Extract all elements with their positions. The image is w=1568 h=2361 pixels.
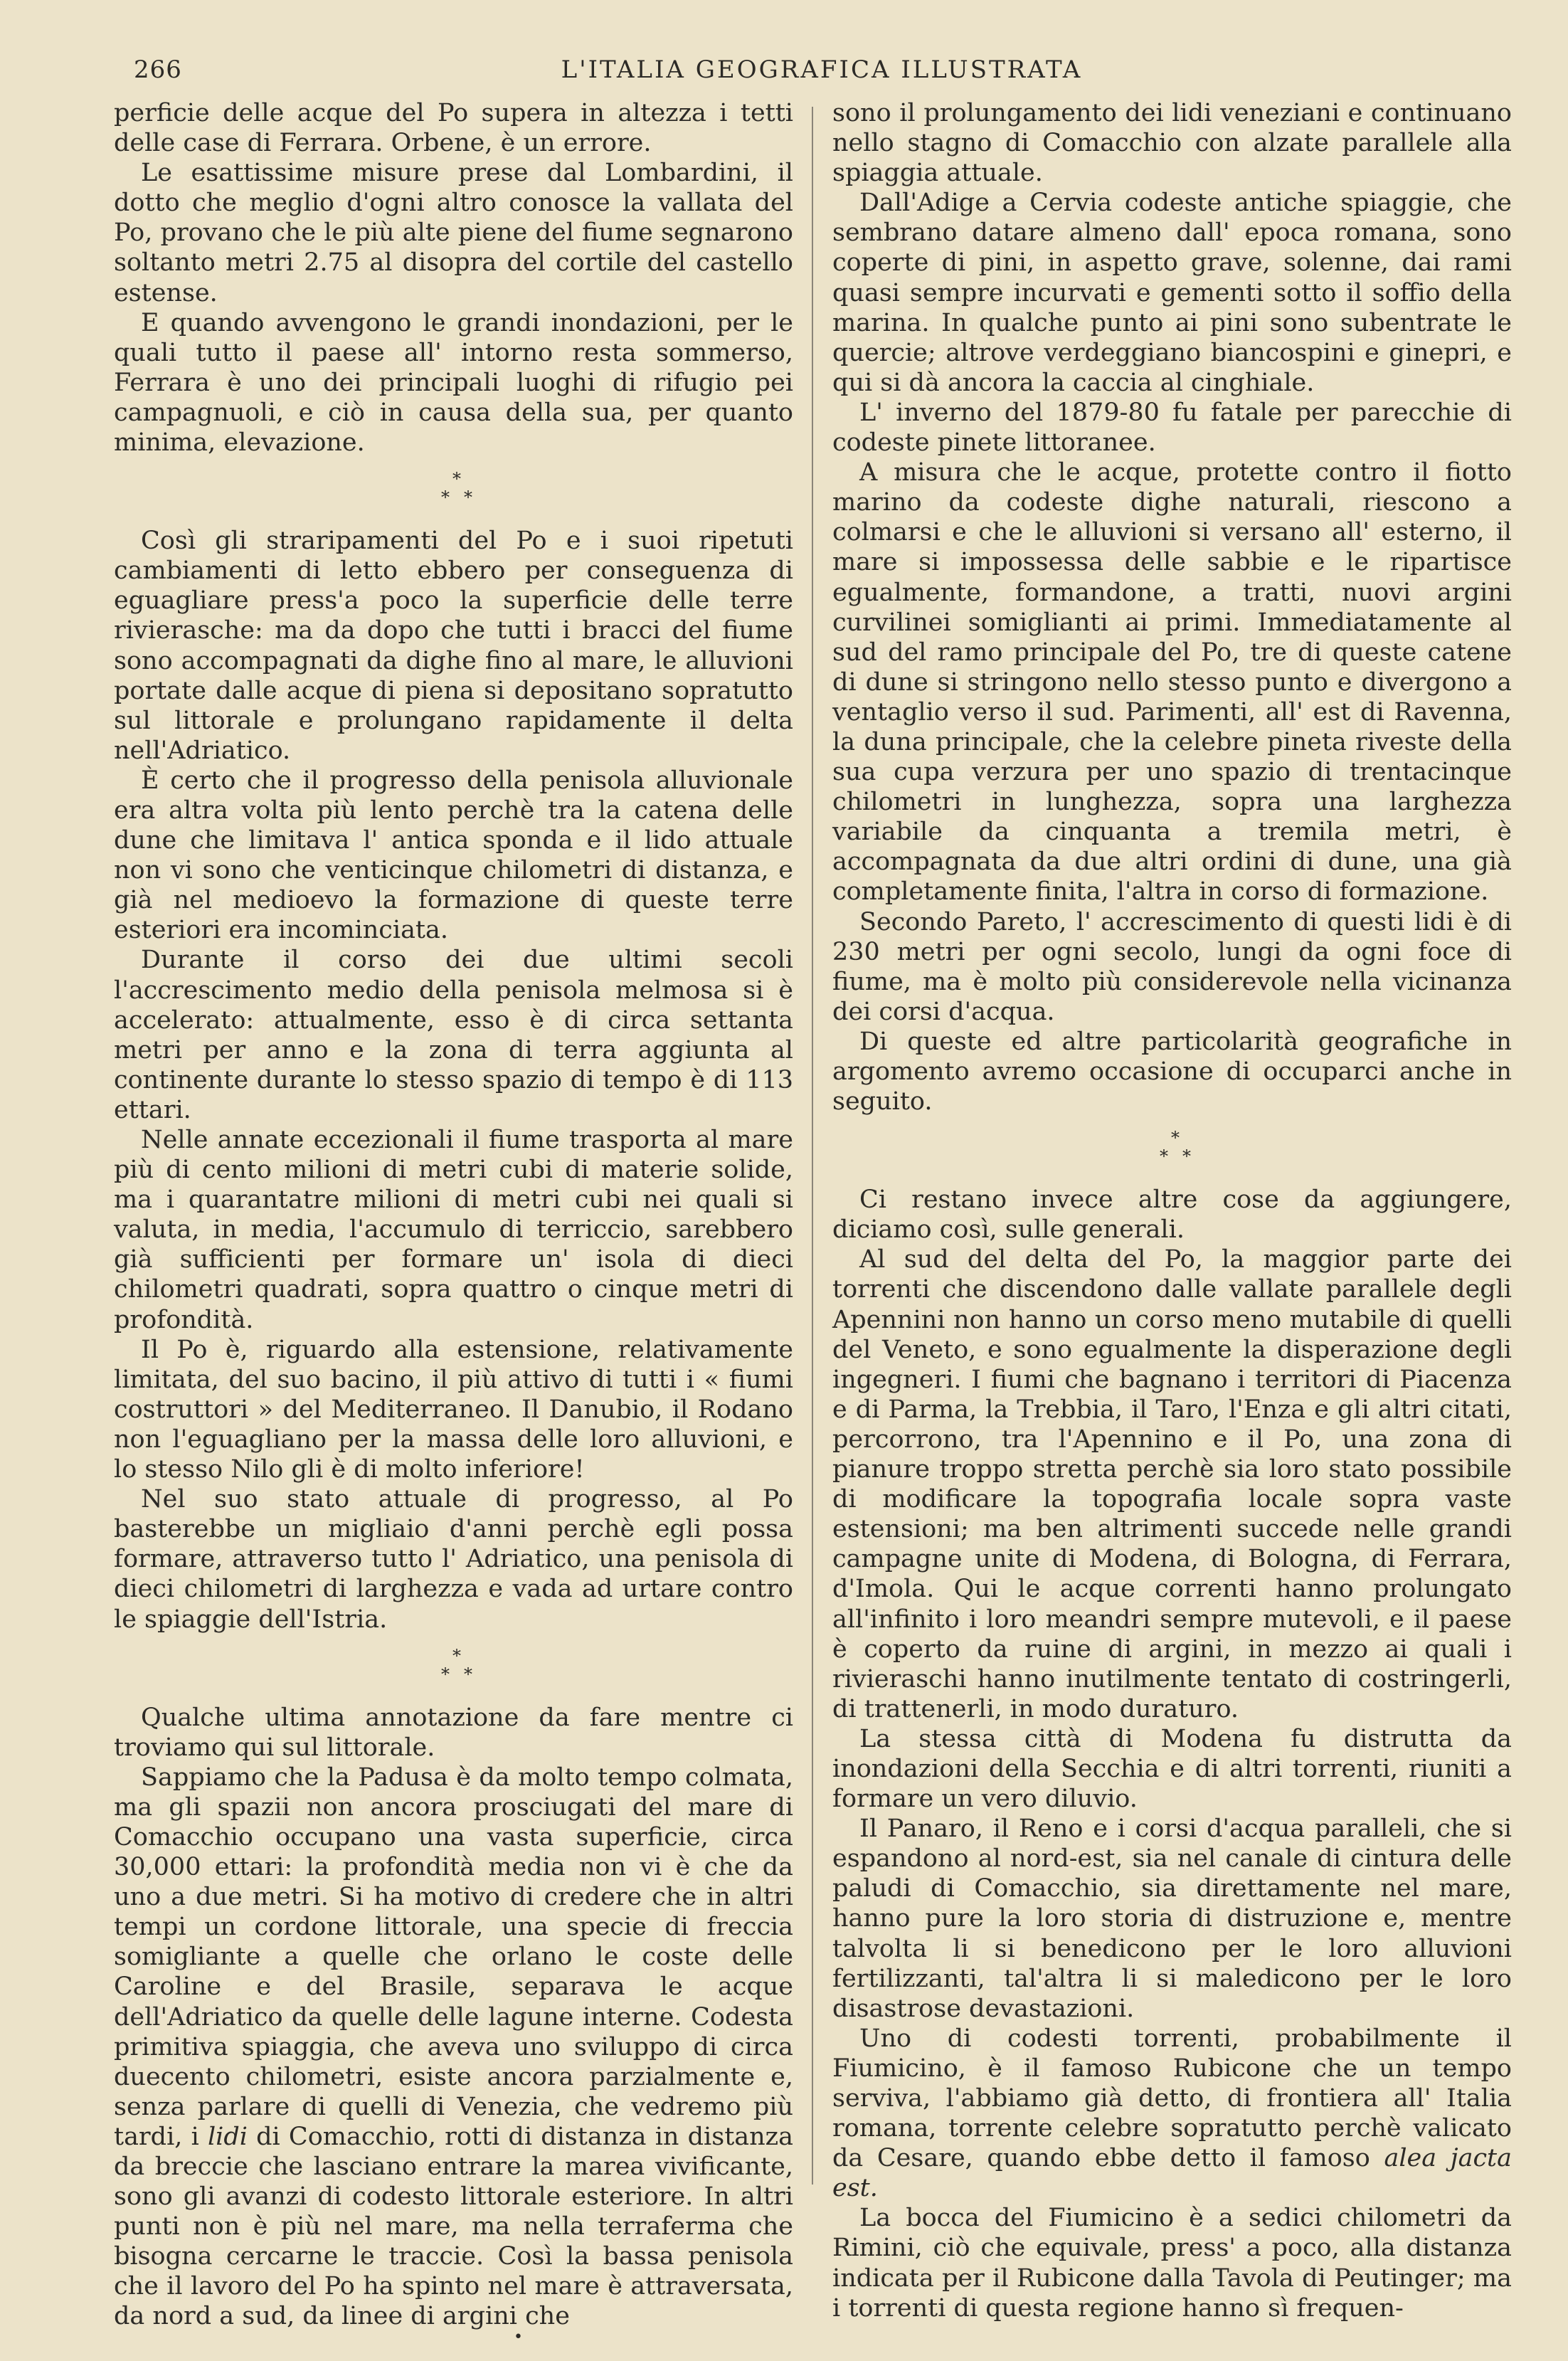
paragraph: Il Panaro, il Reno e i corsi d'acqua paralleli, che si espandono al nord-est, sia nel canale di cintura delle paludi di Comacchio, sia direttamente nel mare, hanno pure la loro storia di distruzione e, mentre talvolta li si benedicono per le loro alluvioni fertilizzanti, tal'altra li si maledicono per le loro disastrose devastazioni. (832, 1815, 1512, 2023)
asterisk-mark: * (441, 1664, 450, 1684)
page-number: 266 (134, 56, 182, 84)
paragraph: sono il prolungamento dei lidi veneziani e continuano nello stagno di Comacchio con alzate parallele alla spiaggia attuale. (832, 99, 1512, 188)
paragraph: Nelle annate eccezionali il fiume trasporta al mare più di cento milioni di metri cubi di materie solide, ma i quarantatre milioni di metri cubi nei quali si valuta, in media, l'accumulo di terriccio, sarebbero già sufficienti per formare un' isola di dieci chilometri quadrati, sopra quattro o cinque metri di profondità. (114, 1126, 793, 1334)
paragraph (114, 1763, 793, 2332)
asterisk-mark: * (452, 469, 461, 490)
paragraph: Dall'Adige a Cervia codeste antiche spiaggie, che sembrano datare almeno dall' epoca romana, sono coperte di pini, in aspetto grave, solenne, dai rami quasi sempre incurvati e gementi sotto il soffio della marina. In qualche punto ai pini sono subentrate le quercie; altrove verdeggiano biancospini e ginepri, e qui si dà ancora la caccia al cinghiale. (832, 189, 1512, 397)
section-asterism (832, 1116, 1512, 1185)
paragraph: Così gli straripamenti del Po e i suoi ripetuti cambiamenti di letto ebbero per conseguenza di eguagliare press'a poco la superficie delle terre rivierasche: ma da dopo che tutti i bracci del fiume sono accompagnati da dighe fino al mare, le alluvioni portate dalle acque di piena si depositano sopratutto sul littorale e prolungano rapidamente il delta nell'Adriatico. (114, 527, 793, 765)
paragraph: E quando avvengono le grandi inondazioni, per le quali tutto il paese all' intorno resta sommerso, Ferrara è uno dei principali luoghi di rifugio pei campagnuoli, e ciò in causa della sua, per quanto minima, elevazione. (114, 308, 793, 458)
paragraph (832, 2024, 1512, 2204)
paragraph: Le esattissime misure prese dal Lombardini, il dotto che meglio d'ogni altro conosce la vallata del Po, provano che le più alte piene del fiume segnarono soltanto metri 2.75 al disopra del cortile del castello estense. (114, 159, 793, 307)
asterisk-mark: * (452, 1645, 461, 1666)
section-asterism (114, 1634, 793, 1703)
section-asterism (114, 458, 793, 526)
italic-term: alea jacta est. (832, 2144, 1512, 2203)
paragraph: A misura che le acque, protette contro il fiotto marino da codeste dighe naturali, riescono a colmarsi e che le alluvioni si versano all' esterno, il mare si impossessa delle sabbie e le ripartisce egualmente, formandone, a tratti, nuovi argini curvilinei somiglianti ai primi. Immediatamente al sud del ramo principale del Po, tre di queste catene di dune si stringono nello stesso punto e divergono a ventaglio verso il sud. Parimenti, all' est di Ravenna, la duna principale, che la celebre pineta riveste della sua cupa verzura per uno spazio di trentacinque chilometri in lunghezza, sopra una larghezza variabile da cinquanta a tremila metri, è accompagnata da due altri ordini di dune, una già completamente finita, l'altra in corso di formazione. (832, 458, 1512, 907)
paragraph: Durante il corso dei due ultimi secoli l'accrescimento medio della penisola melmosa si è accelerato: attualmente, esso è di circa settanta metri per anno e la zona di terra aggiunta al continente durante lo stesso spazio di tempo è di 113 ettari. (114, 946, 793, 1124)
asterisk-mark: * (464, 1664, 472, 1684)
paragraph: Nel suo stato attuale di progresso, al Po basterebbe un migliaio d'anni perchè egli possa formare, attraverso tutto l' Adriatico, una penisola di dieci chilometri di larghezza e vada ad urtare contro le spiaggie dell'Istria. (114, 1485, 793, 1634)
asterisk-mark: * (441, 487, 450, 508)
paragraph: La stessa città di Modena fu distrutta da inondazioni della Secchia e di altri torrenti, riuniti a formare un vero diluvio. (832, 1724, 1512, 1814)
paragraph: L' inverno del 1879-80 fu fatale per parecchie di codeste pinete littoranee. (832, 398, 1512, 458)
left-column (114, 98, 793, 2332)
paragraph: perficie delle acque del Po supera in altezza i tetti delle case di Ferrara. Orbene, è un errore. (114, 99, 793, 158)
asterisk-mark: * (1171, 1128, 1180, 1148)
paragraph: Ci restano invece altre cose da aggiungere, diciamo così, sulle generali. (832, 1185, 1512, 1245)
paragraph: È certo che il progresso della penisola alluvionale era altra volta più lento perchè tra la catena delle dune che limitava l' antica sponda e il lido attuale non vi sono che venticinque chilometri di distanza, e già nel medioevo la formazione di queste terre esteriori era incominciata. (114, 766, 793, 945)
text-run: Sappiamo che la Padusa è da molto tempo colmata, ma gli spazii non ancora prosciugati del mare di Comacchio occupano una vasta superficie, circa 30,000 ettari: la profondità media non vi è che da uno a due metri. Si ha motivo di credere che in altri tempi un cordone littorale, una specie di freccia somigliante a quelle che orlano le coste delle Caroline e del Brasile, separava le acque dell'Adriatico da quelle delle lagune interne. Codesta primitiva spiaggia, che aveva uno sviluppo di circa duecento chilometri, esiste ancora parzialmente e, senza parlare di quelli di Venezia, che vedremo più tardi, i (114, 1763, 793, 2151)
page-header (114, 54, 1530, 91)
footer-mark: • (514, 2328, 523, 2346)
paragraph: Al sud del delta del Po, la maggior parte dei torrenti che discendono dalle vallate parallele degli Apennini non hanno un corso meno mutabile di quelli del Veneto, e sono egualmente la disperazione degli ingegneri. I fiumi che bagnano i territori di Piacenza e di Parma, la Trebbia, il Taro, l'Enza e gli altri citati, percorrono, tra l'Apennino e il Po, una zona di pianure troppo stretta perchè sia loro stato possibile di modificare la topografia locale sopra vaste estensioni; ma ben altrimenti succede nelle grandi campagne unite di Modena, di Bologna, di Ferrara, d'Imola. Qui le acque correnti hanno prolungato all'infinito i loro meandri sempre mutevoli, e il paese è coperto da ruine di argini, in mezzo ai quali i rivieraschi hanno inutilmente tentato di costringerli, di trattenerli, in modo duraturo. (832, 1245, 1512, 1723)
paragraph: Di queste ed altre particolarità geografiche in argomento avremo occasione di occuparci anche in seguito. (832, 1027, 1512, 1116)
paragraph: Qualche ultima annotazione da fare mentre ci troviamo qui sul littorale. (114, 1703, 793, 1762)
asterisk-mark: * (1160, 1146, 1168, 1167)
text-run: di Comacchio, rotti di distanza in distanza da breccie che lasciano entrare la marea vivificante, sono gli avanzi di codesto littorale esteriore. In altri punti non è più nel mare, ma nella terraferma che bisogna cercarne le traccie. Così la bassa penisola che il lavoro del Po ha spinto nel mare è attraversata, da nord a sud, da linee di argini che (114, 2122, 793, 2331)
paragraph: Il Po è, riguardo alla estensione, relativamente limitata, del suo bacino, il più attivo di tutti i « fiumi costruttori » del Mediterraneo. Il Danubio, il Rodano non l'eguagliano per la massa delle loro alluvioni, e lo stesso Nilo gli è di molto inferiore! (114, 1335, 793, 1484)
text-run: Uno di codesti torrenti, probabilmente il Fiumicino, è il famoso Rubicone che un tempo serviva, l'abbiamo già detto, di frontiera all' Italia romana, torrente celebre sopratutto perchè valicato da Cesare, quando ebbe detto il famoso (832, 2024, 1512, 2173)
paragraph: La bocca del Fiumicino è a sedici chilometri da Rimini, ciò che equivale, press' a poco, alla distanza indicata per il Rubicone dalla Tavola di Peutinger; ma i torrenti di questa regione hanno sì frequen- (832, 2204, 1512, 2323)
asterisk-mark: * (1182, 1146, 1191, 1167)
column-divider (812, 107, 813, 2185)
paragraph: Secondo Pareto, l' accrescimento di questi lidi è di 230 metri per ogni secolo, lungi da ogni foce di fiume, ma è molto più considerevole nella vicinanza dei corsi d'acqua. (832, 907, 1512, 1026)
right-column (832, 98, 1512, 2323)
asterisk-mark: * (464, 487, 472, 508)
italic-term: lidi (207, 2122, 248, 2151)
running-title: L'ITALIA GEOGRAFICA ILLUSTRATA (561, 56, 1083, 84)
